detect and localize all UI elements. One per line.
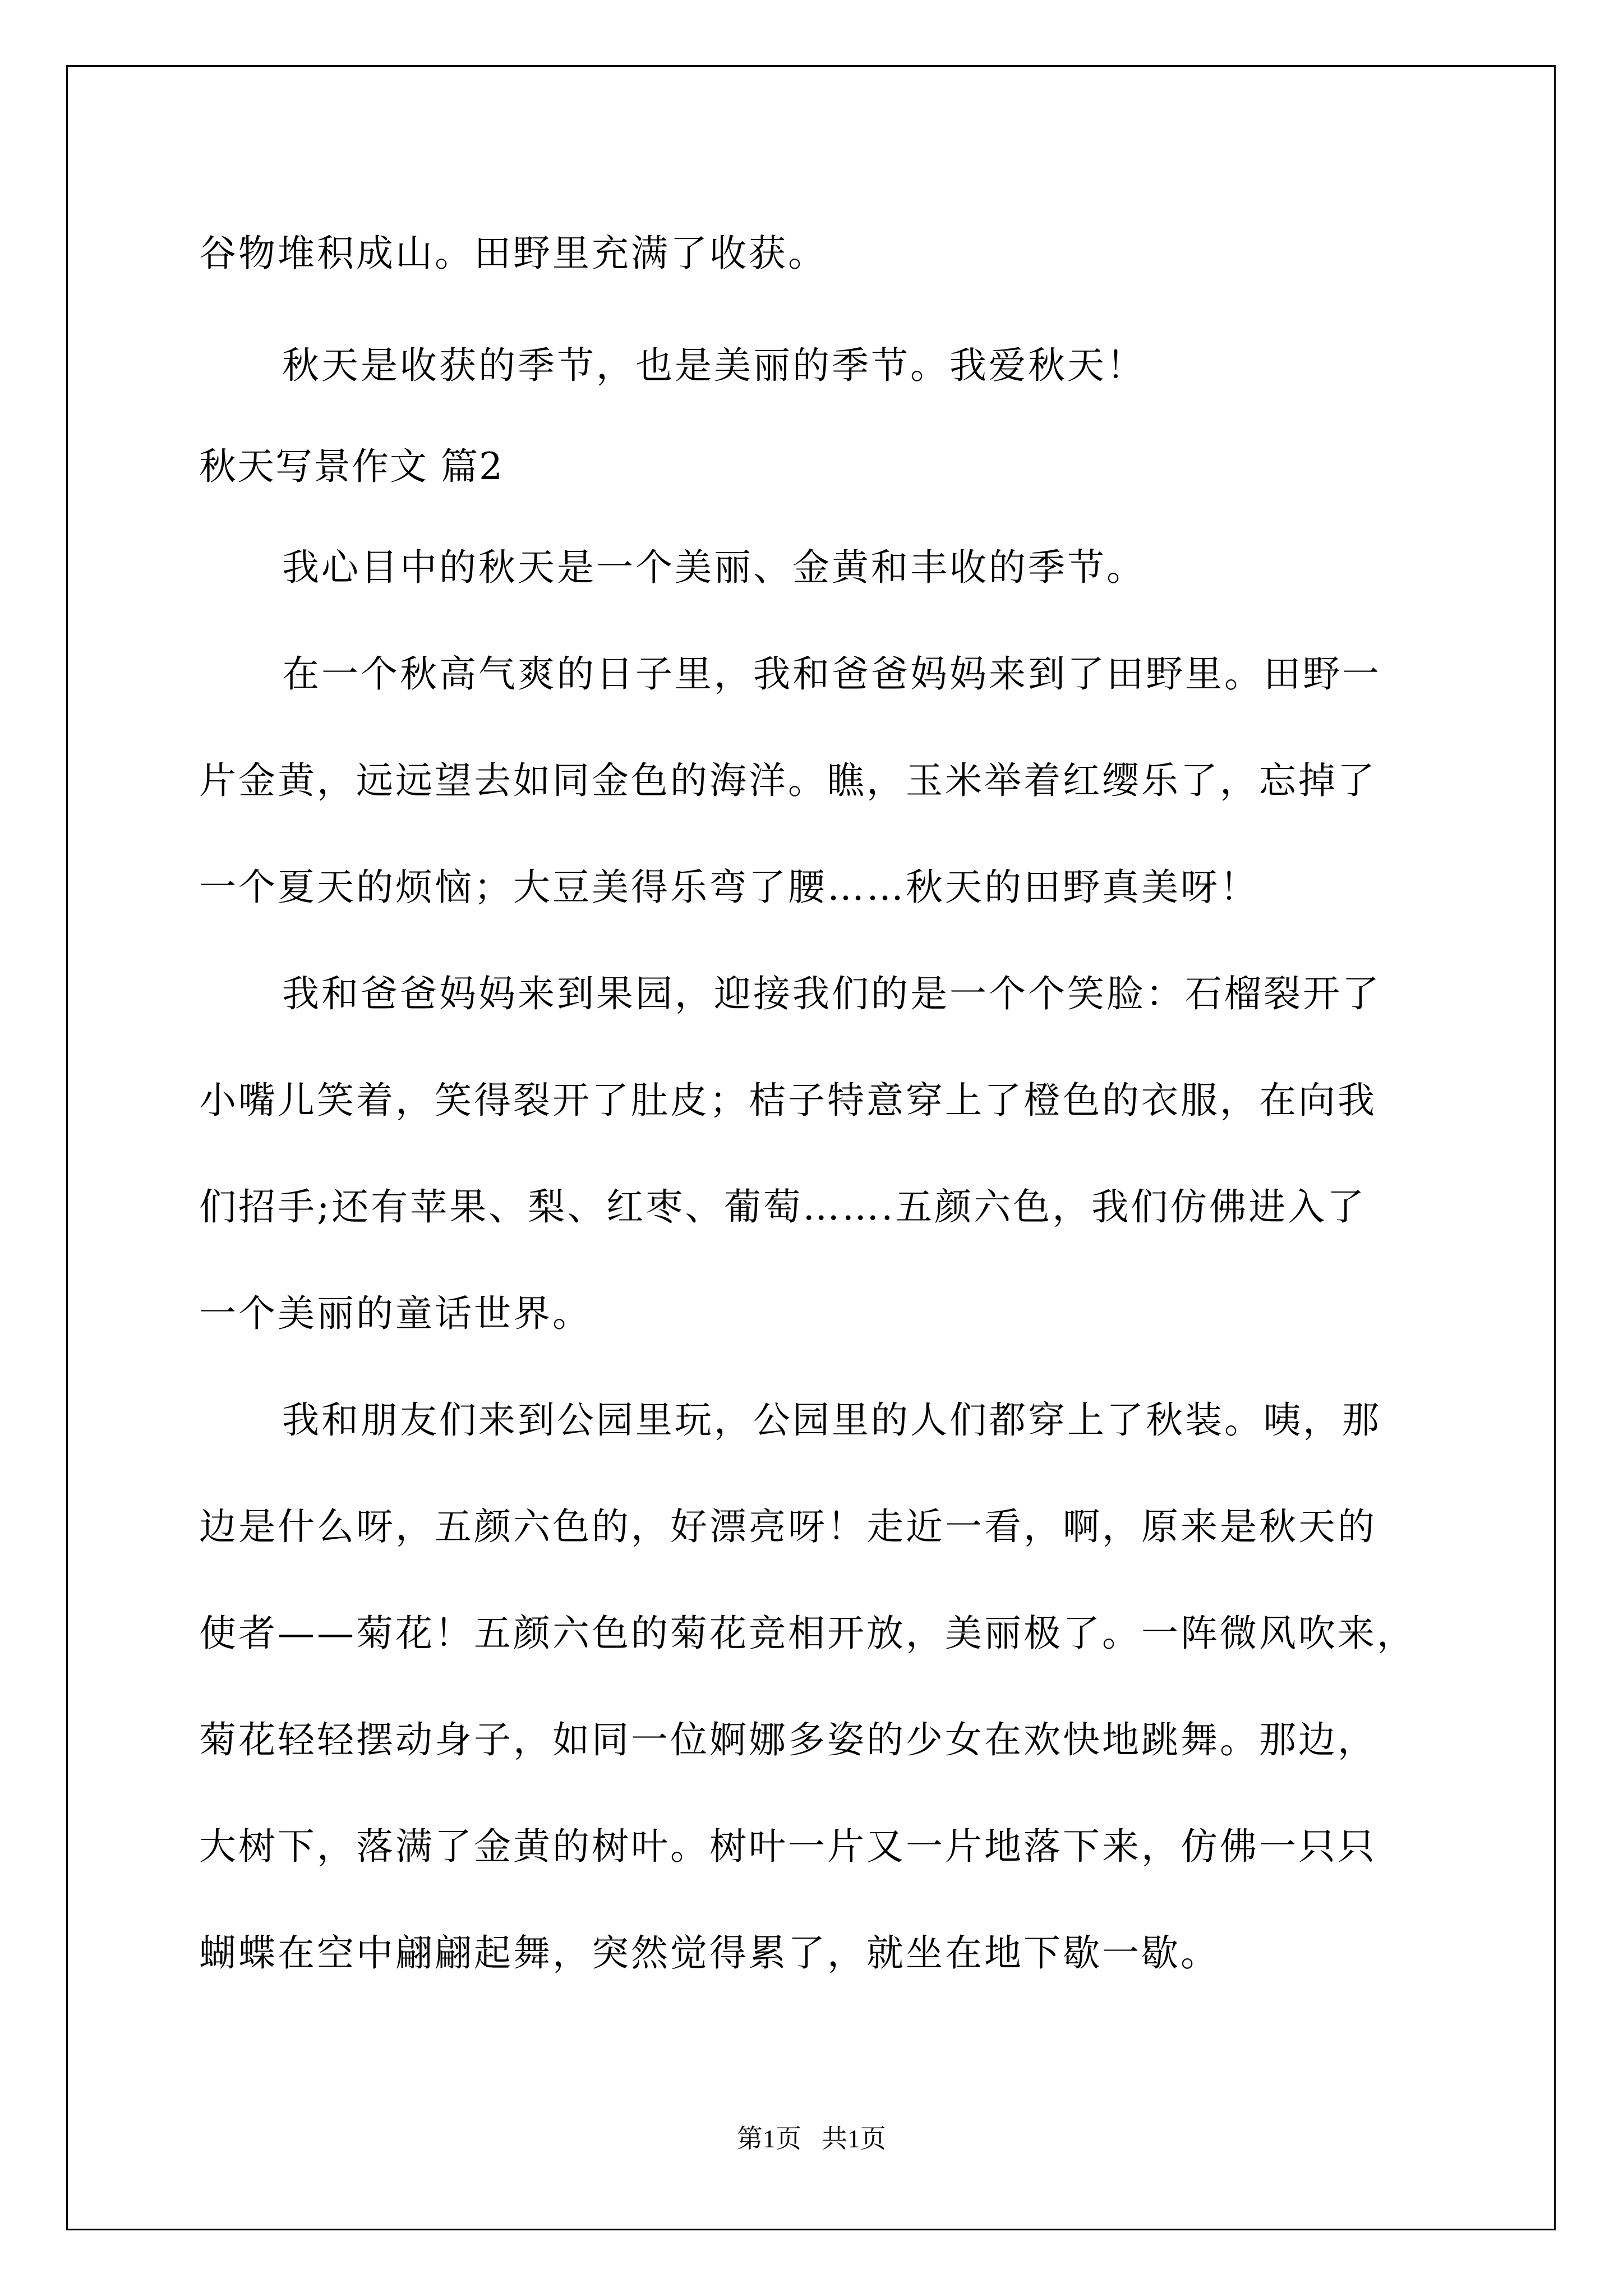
page-footer <box>0 2123 1623 2155</box>
page-border <box>66 65 1556 2230</box>
paragraph-line: 小嘴儿笑着，笑得裂开了肚皮；桔子特意穿上了橙色的衣服，在向我 <box>199 1079 1377 1122</box>
paragraph-line: 在一个秋高气爽的日子里，我和爸爸妈妈来到了田野里。田野一 <box>282 652 1381 696</box>
paragraph-line: 我心目中的秋天是一个美丽、金黄和丰收的季节。 <box>282 546 1146 589</box>
paragraph-line: 一个美丽的童话世界。 <box>199 1292 592 1335</box>
paragraph-line: 边是什么呀，五颜六色的，好漂亮呀！走近一看，啊，原来是秋天的 <box>199 1505 1377 1548</box>
paragraph-line: 菊花轻轻摆动身子，如同一位婀娜多姿的少女在欢快地跳舞。那边， <box>199 1718 1377 1761</box>
paragraph-line: 使者——菊花！五颜六色的菊花竞相开放，美丽极了。一阵微风吹来， <box>199 1612 1416 1655</box>
page-number: 第1页 <box>737 2124 801 2153</box>
paragraph-line: 们招手;还有苹果、梨、红枣、葡萄…….五颜六色，我们仿佛进入了 <box>199 1185 1367 1228</box>
paragraph-line: 谷物堆积成山。田野里充满了收获。 <box>199 232 827 275</box>
page-total: 共1页 <box>822 2124 886 2153</box>
paragraph-line: 我和朋友们来到公园里玩，公园里的人们都穿上了秋装。咦，那 <box>282 1398 1381 1442</box>
paragraph-line: 我和爸爸妈妈来到果园，迎接我们的是一个个笑脸：石榴裂开了 <box>282 972 1381 1015</box>
paragraph-line: 蝴蝶在空中翩翩起舞，突然觉得累了，就坐在地下歇一歇。 <box>199 1931 1220 1975</box>
paragraph-line: 大树下，落满了金黄的树叶。树叶一片又一片地落下来，仿佛一只只 <box>199 1825 1377 1868</box>
paragraph-line: 片金黄，远远望去如同金色的海洋。瞧，玉米举着红缨乐了，忘掉了 <box>199 759 1377 802</box>
paragraph-line: 一个夏天的烦恼；大豆美得乐弯了腰……秋天的田野真美呀！ <box>199 866 1259 909</box>
section-heading: 秋天写景作文 篇2 <box>199 445 504 488</box>
paragraph-line: 秋天是收获的季节，也是美丽的季节。我爱秋天！ <box>282 344 1146 387</box>
